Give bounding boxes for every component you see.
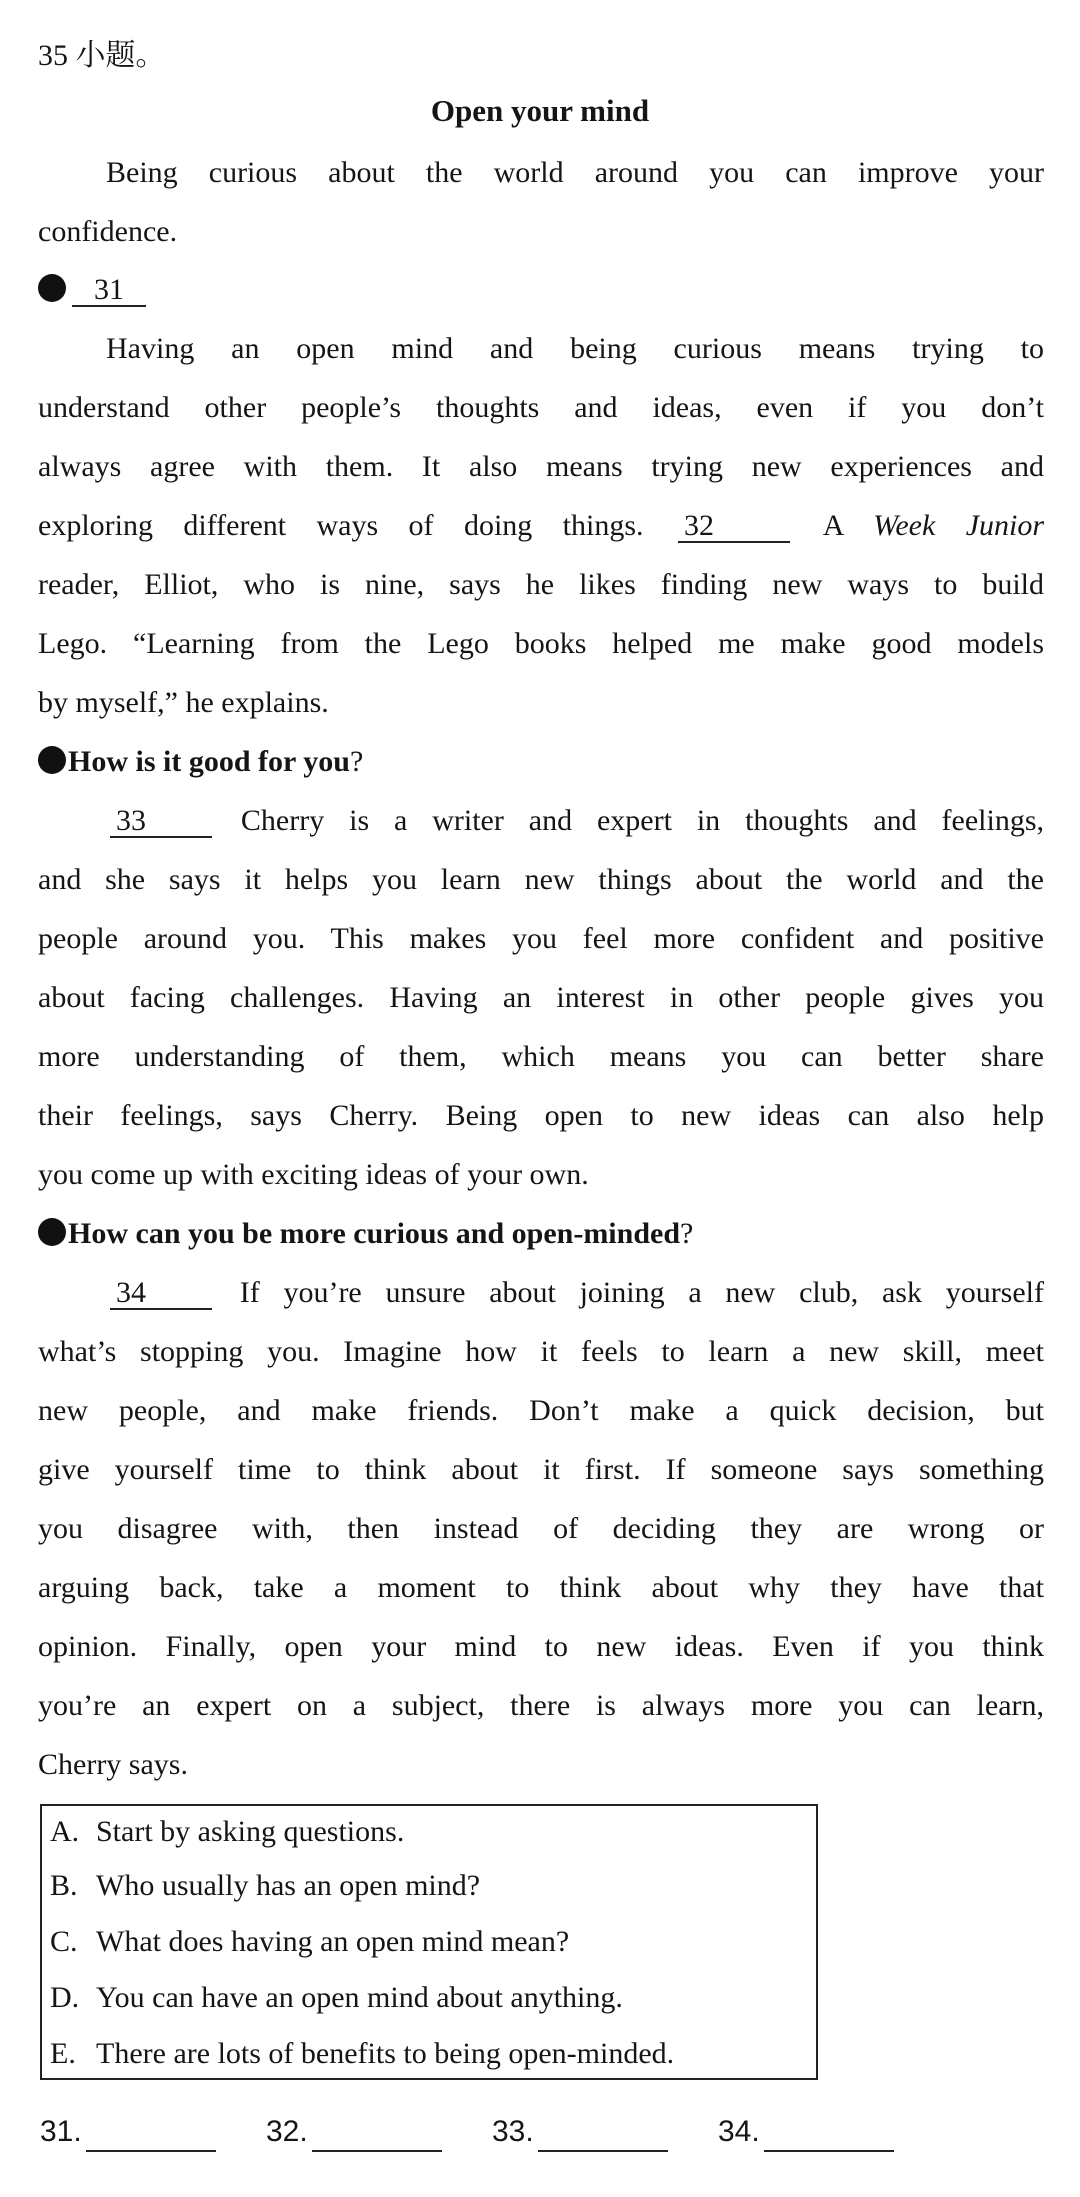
option-a[interactable]: A. Start by asking questions.: [50, 1815, 405, 1848]
magazine-name: Week Junior: [873, 509, 1045, 542]
p2-line-1: 33 Cherry is a writer and expert in thoughts and feelings,: [106, 801, 1044, 841]
p2-line-2: and she says it helps you learn new things about the world and the: [38, 863, 1044, 896]
answer-31[interactable]: 31.: [40, 2112, 216, 2152]
p3-line-5: you disagree with, then instead of deciding they are wrong or: [38, 1512, 1044, 1545]
p3-line-4: give yourself time to think about it first. If someone says something: [38, 1453, 1044, 1486]
p1-line-6: Lego. “Learning from the Lego books helped me make good models: [38, 627, 1044, 660]
p3-line-7: opinion. Finally, open your mind to new ideas. Even if you think: [38, 1630, 1044, 1663]
p2-line-7: you come up with exciting ideas of your own.: [38, 1158, 589, 1191]
p1-line-2: understand other people’s thoughts and ideas, even if you don’t: [38, 391, 1044, 424]
blank-32[interactable]: 32: [678, 511, 790, 543]
option-c[interactable]: C. What does having an open mind mean?: [50, 1925, 570, 1958]
blank-31[interactable]: 31: [72, 275, 146, 307]
intro-line-2: confidence.: [38, 215, 178, 248]
option-e[interactable]: E. There are lots of benefits to being open-minded.: [50, 2037, 675, 2070]
p2-line-4: about facing challenges. Having an interest in other people gives you: [38, 981, 1044, 1014]
p3-line-1: 34 If you’re unsure about joining a new club, ask yourself: [106, 1273, 1044, 1313]
p1-line-5: reader, Elliot, who is nine, says he likes finding new ways to build: [38, 568, 1044, 601]
answer-row: [0, 2112, 1080, 2162]
section-heading-how: How can you be more curious and open-minded?: [38, 1214, 1044, 1254]
p1-line-7: by myself,” he explains.: [38, 686, 329, 719]
bullet-icon: [38, 1218, 66, 1246]
p1-line-3: always agree with them. It also means trying new experiences and: [38, 450, 1044, 483]
p3-line-6: arguing back, take a moment to think about why they have that: [38, 1571, 1044, 1604]
passage-title: Open your mind: [430, 93, 650, 128]
p1-line-4-a: A: [822, 509, 843, 542]
options-box: [40, 1804, 818, 2080]
blank-31-heading: [38, 270, 1044, 310]
blank-33[interactable]: 33: [110, 806, 212, 838]
p1-line-4-text: exploring different ways of doing things.: [38, 509, 644, 542]
p2-line-6: their feelings, says Cherry. Being open to new ideas can also help: [38, 1099, 1044, 1132]
bullet-icon: [38, 746, 66, 774]
option-d[interactable]: D. You can have an open mind about anything.: [50, 1981, 623, 2014]
section-heading-benefits: How is it good for you?: [38, 742, 1044, 782]
option-b[interactable]: B. Who usually has an open mind?: [50, 1869, 481, 1902]
p3-line-3: new people, and make friends. Don’t make a quick decision, but: [38, 1394, 1044, 1427]
blank-34[interactable]: 34: [110, 1278, 212, 1310]
p3-line-9: Cherry says.: [38, 1748, 188, 1781]
p1-line-1: Having an open mind and being curious means trying to: [106, 332, 1044, 365]
answer-32-line[interactable]: [312, 2122, 442, 2152]
answer-33[interactable]: 33.: [492, 2112, 668, 2152]
question-range-header: 35 小题。: [38, 39, 166, 72]
p2-line-5: more understanding of them, which means you can better share: [38, 1040, 1044, 1073]
answer-34-line[interactable]: [764, 2122, 894, 2152]
answer-33-line[interactable]: [538, 2122, 668, 2152]
answer-34[interactable]: 34.: [718, 2112, 894, 2152]
p2-line-3: people around you. This makes you feel more confident and positive: [38, 922, 1044, 955]
p1-line-4: [38, 506, 1044, 546]
p3-line-2: what’s stopping you. Imagine how it feels to learn a new skill, meet: [38, 1335, 1044, 1368]
bullet-icon: [38, 274, 66, 302]
p3-line-8: you’re an expert on a subject, there is always more you can learn,: [38, 1689, 1044, 1722]
intro-line-1: Being curious about the world around you can improve your: [106, 156, 1044, 189]
answer-31-line[interactable]: [86, 2122, 216, 2152]
answer-32[interactable]: 32.: [266, 2112, 442, 2152]
